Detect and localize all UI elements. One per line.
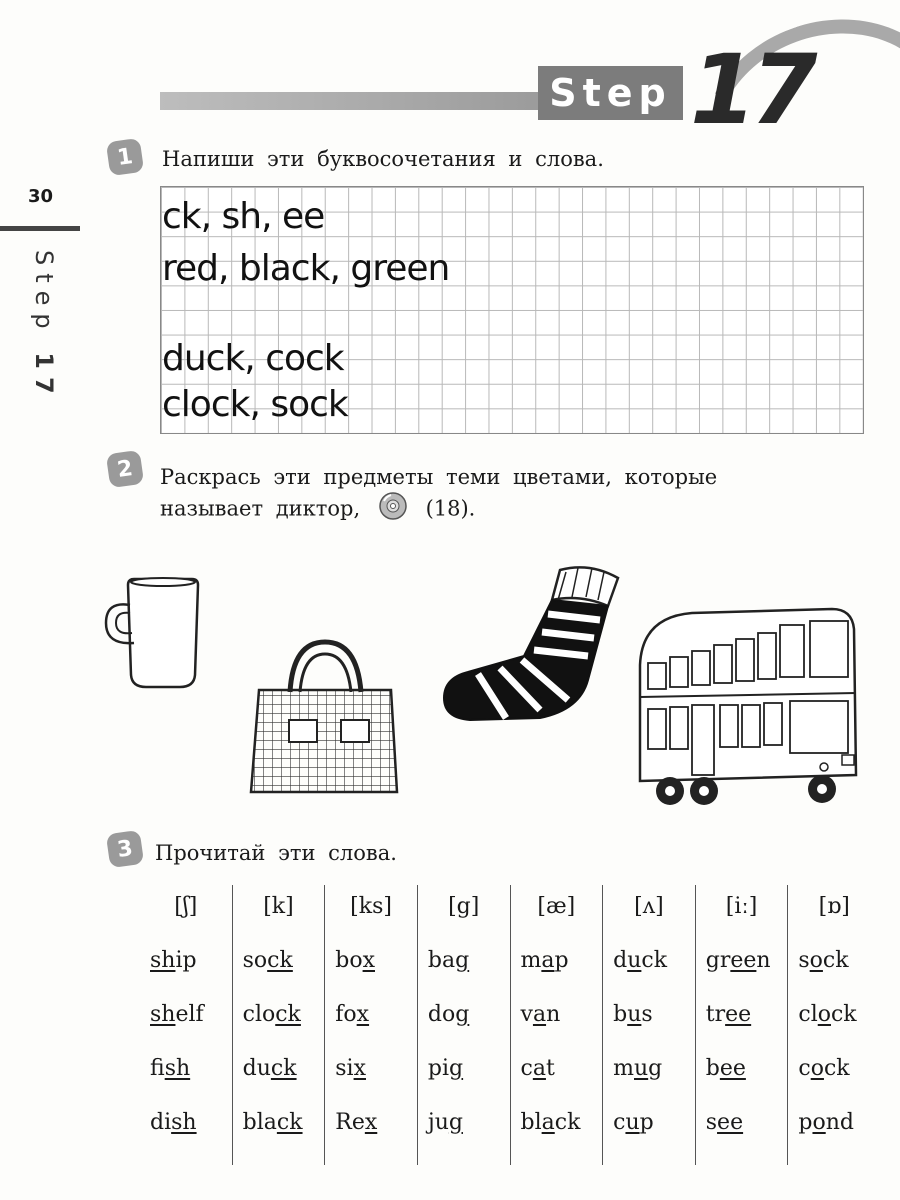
word-highlight: x xyxy=(364,1110,378,1135)
word-item xyxy=(418,1049,510,1103)
sound-header: [g] xyxy=(448,894,480,919)
grid-line-1: ck, sh, ee xyxy=(162,196,325,237)
sound-header: [ks] xyxy=(350,894,392,919)
word-part: c xyxy=(613,1110,626,1135)
word-highlight: ck xyxy=(276,1110,303,1135)
word-highlight: ck xyxy=(267,948,293,973)
word-item xyxy=(511,995,603,1049)
word-highlight: o xyxy=(812,1110,826,1135)
word-part: ck xyxy=(822,948,849,973)
word-item xyxy=(788,1049,880,1103)
phonics-word-table xyxy=(140,885,880,1165)
word-highlight: o xyxy=(817,1002,831,1027)
step-label: Step xyxy=(538,66,683,120)
exercise-2-instruction-text2: называет диктор, xyxy=(160,496,361,521)
side-step-label xyxy=(30,250,58,402)
word-highlight: u xyxy=(634,1056,649,1081)
word-part: n xyxy=(756,948,771,973)
word-part: gr xyxy=(705,948,731,973)
word-highlight: sh xyxy=(171,1110,197,1135)
word-item xyxy=(418,995,510,1049)
sound-column xyxy=(232,885,325,1165)
grid-line-3: duck, cock xyxy=(162,338,344,379)
word-part: elf xyxy=(175,1002,204,1027)
word-item xyxy=(418,1103,510,1157)
word-highlight: g xyxy=(455,1002,470,1027)
word-item xyxy=(603,941,695,995)
word-highlight: u xyxy=(627,948,642,973)
exercise-3-badge: 3 xyxy=(106,830,144,868)
grid-line-4: clock, sock xyxy=(162,384,348,425)
word-part: fi xyxy=(150,1056,165,1081)
side-step-word: Step xyxy=(30,250,58,337)
word-item xyxy=(696,941,788,995)
word-highlight: o xyxy=(809,948,823,973)
bag-icon[interactable] xyxy=(245,632,405,800)
sock-icon[interactable] xyxy=(440,560,630,725)
word-item xyxy=(325,1103,417,1157)
word-item xyxy=(696,1103,788,1157)
word-item xyxy=(603,1049,695,1103)
sound-column xyxy=(417,885,510,1165)
sound-header: [ʃ] xyxy=(174,894,198,919)
word-highlight: a xyxy=(532,1002,547,1027)
word-item xyxy=(233,1049,325,1103)
word-part: ju xyxy=(427,1110,449,1135)
sound-header: [ʌ] xyxy=(634,894,664,919)
word-highlight: g xyxy=(455,948,470,973)
sound-column xyxy=(695,885,788,1165)
word-part: tr xyxy=(705,1002,726,1027)
word-part: b xyxy=(705,1056,720,1081)
word-part: cl xyxy=(798,1002,818,1027)
cd-icon[interactable] xyxy=(379,492,407,528)
word-item xyxy=(788,941,880,995)
word-highlight: a xyxy=(532,1056,546,1081)
word-part: p xyxy=(639,1110,654,1135)
word-part: s xyxy=(798,948,810,973)
sound-column xyxy=(602,885,695,1165)
sound-header: [iː] xyxy=(725,894,758,919)
word-part: g xyxy=(648,1056,663,1081)
word-item xyxy=(233,995,325,1049)
word-part: v xyxy=(520,1002,533,1027)
word-item xyxy=(788,1103,880,1157)
word-part: di xyxy=(150,1110,172,1135)
word-part: s xyxy=(641,1002,653,1027)
exercise-2-instruction-line1 xyxy=(160,462,872,492)
word-part: n xyxy=(546,1002,561,1027)
word-part: m xyxy=(613,1056,634,1081)
exercise-2-instruction-text: Раскрась эти предметы теми цветами, которые xyxy=(160,465,718,489)
word-highlight: g xyxy=(449,1056,464,1081)
word-highlight: ck xyxy=(275,1002,301,1027)
sound-header: [ɒ] xyxy=(818,894,850,919)
word-item xyxy=(511,1049,603,1103)
exercise-2-badge: 2 xyxy=(106,450,144,488)
word-highlight: sh xyxy=(150,948,176,973)
word-part: bla xyxy=(242,1110,277,1135)
word-part: pi xyxy=(427,1056,449,1081)
word-part: ck xyxy=(554,1110,581,1135)
word-part: b xyxy=(613,1002,628,1027)
word-part: d xyxy=(613,948,628,973)
word-highlight: a xyxy=(541,1110,555,1135)
sound-header: [k] xyxy=(263,894,294,919)
word-highlight: a xyxy=(541,948,555,973)
grid-line-2: red, black, green xyxy=(162,248,450,289)
word-item xyxy=(603,995,695,1049)
word-highlight: ee xyxy=(717,1110,744,1135)
word-highlight: sh xyxy=(150,1002,176,1027)
word-highlight: u xyxy=(625,1110,640,1135)
word-part: bl xyxy=(520,1110,542,1135)
word-part: s xyxy=(705,1110,718,1135)
word-part: c xyxy=(520,1056,533,1081)
word-part: fo xyxy=(335,1002,357,1027)
word-item xyxy=(603,1103,695,1157)
word-part: si xyxy=(335,1056,354,1081)
word-part: p xyxy=(554,948,569,973)
exercise-1-badge: 1 xyxy=(106,138,144,176)
word-part: ck xyxy=(830,1002,857,1027)
sound-column xyxy=(510,885,603,1165)
word-item xyxy=(325,941,417,995)
word-part: m xyxy=(520,948,542,973)
bus-icon[interactable] xyxy=(632,605,862,810)
word-item xyxy=(140,995,232,1049)
step-number: 17 xyxy=(690,34,812,146)
word-part: ck xyxy=(823,1056,850,1081)
word-part: do xyxy=(427,1002,456,1027)
word-highlight: u xyxy=(627,1002,642,1027)
sound-column xyxy=(787,885,880,1165)
side-divider xyxy=(0,226,80,231)
word-highlight: x xyxy=(356,1002,370,1027)
audio-track-number: (18). xyxy=(425,496,476,521)
side-step-number: 17 xyxy=(30,352,58,402)
word-item xyxy=(140,941,232,995)
word-item xyxy=(325,995,417,1049)
word-highlight: g xyxy=(448,1110,463,1135)
word-item xyxy=(140,1103,232,1157)
word-part: Re xyxy=(335,1110,365,1135)
word-part: ck xyxy=(641,948,668,973)
word-part: ip xyxy=(175,948,197,973)
sound-column xyxy=(140,885,232,1165)
word-item xyxy=(696,995,788,1049)
word-item xyxy=(696,1049,788,1103)
word-item xyxy=(511,941,603,995)
word-item xyxy=(233,941,325,995)
word-part: t xyxy=(545,1056,555,1081)
word-highlight: ee xyxy=(730,948,757,973)
sound-column xyxy=(324,885,417,1165)
sound-header: [æ] xyxy=(537,894,576,919)
word-highlight: x xyxy=(362,948,375,973)
word-item xyxy=(511,1103,603,1157)
page-number: 30 xyxy=(28,186,54,207)
word-part: so xyxy=(242,948,268,973)
word-part: nd xyxy=(825,1110,854,1135)
word-part: c xyxy=(798,1056,811,1081)
word-part: du xyxy=(242,1056,271,1081)
word-item xyxy=(788,995,880,1049)
word-highlight: ee xyxy=(725,1002,752,1027)
word-item xyxy=(233,1103,325,1157)
word-item xyxy=(325,1049,417,1103)
word-part: p xyxy=(798,1110,813,1135)
exercise-1-instruction: Напиши эти буквосочетания и слова. xyxy=(162,147,604,171)
word-highlight: x xyxy=(353,1056,366,1081)
word-highlight: ee xyxy=(719,1056,746,1081)
cup-icon[interactable] xyxy=(100,575,210,693)
word-part: ba xyxy=(427,948,456,973)
word-highlight: ck xyxy=(270,1056,297,1081)
word-item xyxy=(140,1049,232,1103)
word-part: bo xyxy=(335,948,363,973)
word-part: clo xyxy=(242,1002,276,1027)
exercise-2-instruction-line2 xyxy=(160,492,475,528)
word-highlight: o xyxy=(810,1056,824,1081)
word-item xyxy=(418,941,510,995)
word-highlight: sh xyxy=(164,1056,191,1081)
exercise-3-instruction: Прочитай эти слова. xyxy=(155,841,397,865)
